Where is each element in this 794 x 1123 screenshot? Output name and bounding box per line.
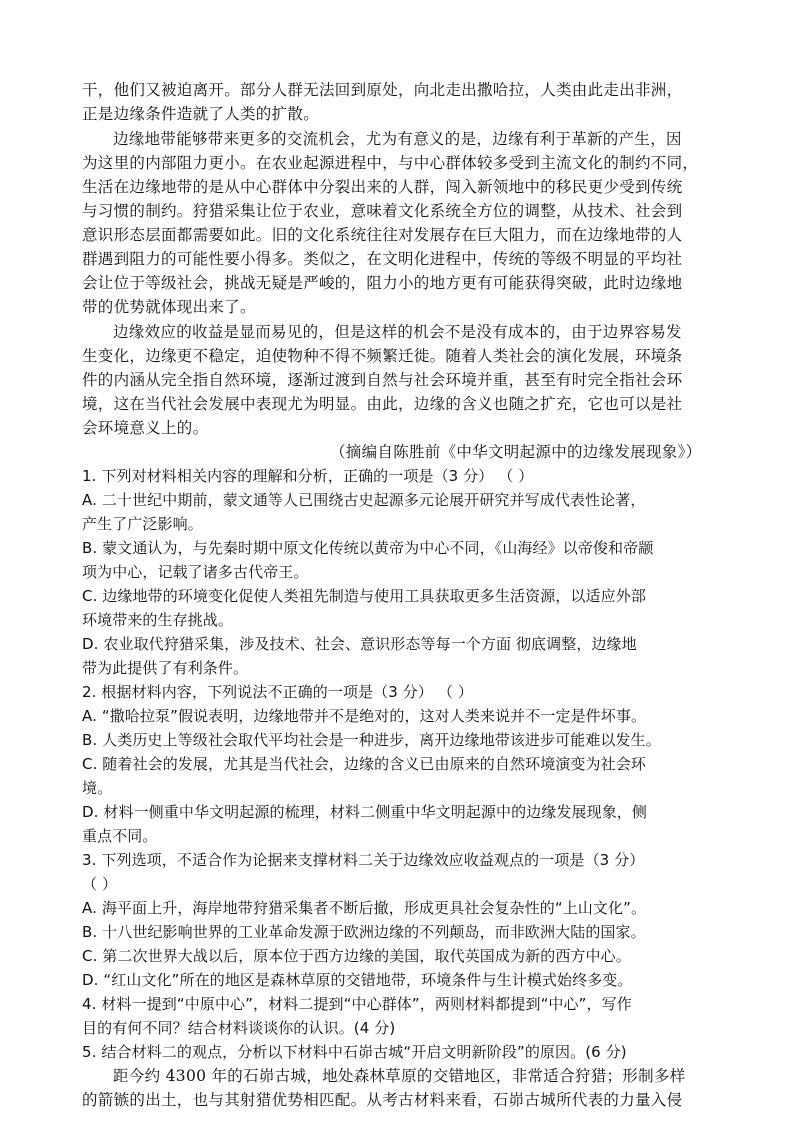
question-2-option-b: B. 人类历史上等级社会取代平均社会是一种进步，离开边缘地带该进步可能难以发生。	[82, 731, 661, 749]
question-1-option-c: C. 边缘地带的环境变化促使人类祖先制造与使用工具获取更多生活资源，以适应外部	[82, 587, 646, 605]
question-1-option-d-cont: 带为此提供了有利条件。	[82, 659, 249, 677]
passage-line: 带的优势就体现出来了。	[82, 298, 256, 316]
passage-line: 意识形态层面都需要如此。旧的文化系统往往对发展存在巨大阻力，而在边缘地带的人	[82, 226, 683, 244]
passage-line: 与习惯的制约。狩猎采集让位于农业，意味着文化系统全方位的调整，从技术、社会到	[82, 202, 683, 220]
question-1-option-d: D. 农业取代狩猎采集，涉及技术、社会、意识形态等每一个方面 彻底调整，边缘地	[82, 635, 637, 653]
question-3-option-d: D. “红山文化”所在的地区是森林草原的交错地带，环境条件与生计模式始终多变。	[82, 971, 633, 989]
question-2-stem: 2. 根据材料内容，下列说法不正确的一项是（3 分） （ ）	[82, 683, 473, 701]
question-3-option-c: C. 第二次世界大战以后，原本位于西方边缘的美国，取代英国成为新的西方中心。	[82, 947, 631, 965]
question-3-stem: 3. 下列选项，不适合作为论据来支撑材料二关于边缘效应收益观点的一项是（3 分）	[82, 851, 645, 869]
question-5-material-cont: 的箭镞的出土，也与其射猎优势相匹配。从考古材料来看，石峁古城所代表的力量入侵	[82, 1091, 683, 1109]
passage-line: 为这里的内部阻力更小。在农业起源进程中，与中心群体较多受到主流文化的制约不同，	[82, 154, 699, 172]
passage-line: 会让位于等级社会，挑战无疑是严峻的，阻力小的地方更有可能获得突破，此时边缘地	[82, 274, 683, 292]
question-2-option-c: C. 随着社会的发展，尤其是当代社会，边缘的含义已由原来的自然环境演变为社会环	[82, 755, 646, 773]
passage-line: 边缘效应的收益是显而易见的，但是这样的机会不是没有成本的，由于边界容易发	[113, 323, 682, 341]
question-5-material: 距今约 4300 年的石峁古城，地处森林草原的交错地区，非常适合狩猎；形制多样	[113, 1067, 686, 1085]
passage-line: 边缘地带能够带来更多的交流机会，尤为有意义的是，边缘有利于革新的产生，因	[113, 130, 682, 148]
question-1-option-a: A. 二十世纪中期前，蒙文通等人已围绕古史起源多元论展开研究并写成代表性论著，	[82, 491, 646, 509]
passage-source: （摘编自陈胜前《中华文明起源中的边缘发展现象》）	[330, 443, 702, 461]
passage-line: 生变化，边缘更不稳定，迫使物种不得不频繁迁徙。随着人类社会的演化发展，环境条	[82, 347, 683, 365]
question-4-stem-cont: 目的有何不同？结合材料谈谈你的认识。(4 分)	[82, 1019, 396, 1037]
question-4-stem: 4. 材料一提到“中原中心”，材料二提到“中心群体”，两则材料都提到“中心”，写作	[82, 995, 632, 1013]
question-3-stem-cont: （ ）	[82, 875, 118, 893]
question-2-option-a: A. “撒哈拉泵”假说表明，边缘地带并不是绝对的，这对人类来说并不一定是件坏事。	[82, 707, 647, 725]
question-3-option-b: B. 十八世纪影响世界的工业革命发源于欧洲边缘的不列颠岛，而非欧洲大陆的国家。	[82, 923, 646, 941]
passage-line: 会环境意义上的。	[82, 419, 209, 437]
passage-line: 群遇到阻力的可能性要小得多。类似之，在文明化进程中，传统的等级不明显的平均社	[82, 250, 683, 268]
question-2-option-d: D. 材料一侧重中华文明起源的梳理，材料二侧重中华文明起源中的边缘发展现象，侧	[82, 803, 647, 821]
question-1-option-c-cont: 环境带来的生存挑战。	[82, 611, 234, 629]
question-2-option-d-cont: 重点不同。	[82, 827, 158, 845]
question-1-stem: 1. 下列对材料相关内容的理解和分析，正确的一项是（3 分） （ ）	[82, 467, 534, 485]
question-1-option-b-cont: 项为中心，记载了诸多古代帝王。	[82, 563, 309, 581]
passage-line: 境，这在当代社会发展中表现尤为明显。由此，边缘的含义也随之扩充，它也可以是社	[82, 395, 683, 413]
passage-line: 生活在边缘地带的是从中心群体中分裂出来的人群，闯入新领地中的移民更少受到传统	[82, 178, 683, 196]
question-1-option-b: B. 蒙文通认为，与先秦时期中原文化传统以黄帝为中心不同，《山海经》以帝俊和帝颛	[82, 539, 654, 557]
question-2-option-c-cont: 境。	[82, 779, 113, 797]
passage-line: 干，他们又被迫离开。部分人群无法回到原处，向北走出撒哈拉，人类由此走出非洲，	[82, 81, 683, 99]
question-1-option-a-cont: 产生了广泛影响。	[82, 515, 203, 533]
passage-line: 件的内涵从完全指自然环境，逐渐过渡到自然与社会环境并重，甚至有时完全指社会环	[82, 371, 683, 389]
question-3-option-a: A. 海平面上升，海岸地带狩猎采集者不断后撤，形成更具社会复杂性的“上山文化”。	[82, 899, 647, 917]
question-5-stem: 5. 结合材料二的观点，分析以下材料中石峁古城“开启文明新阶段”的原因。(6 分)	[82, 1043, 627, 1061]
passage-line: 正是边缘条件造就了人类的扩散。	[82, 105, 320, 123]
